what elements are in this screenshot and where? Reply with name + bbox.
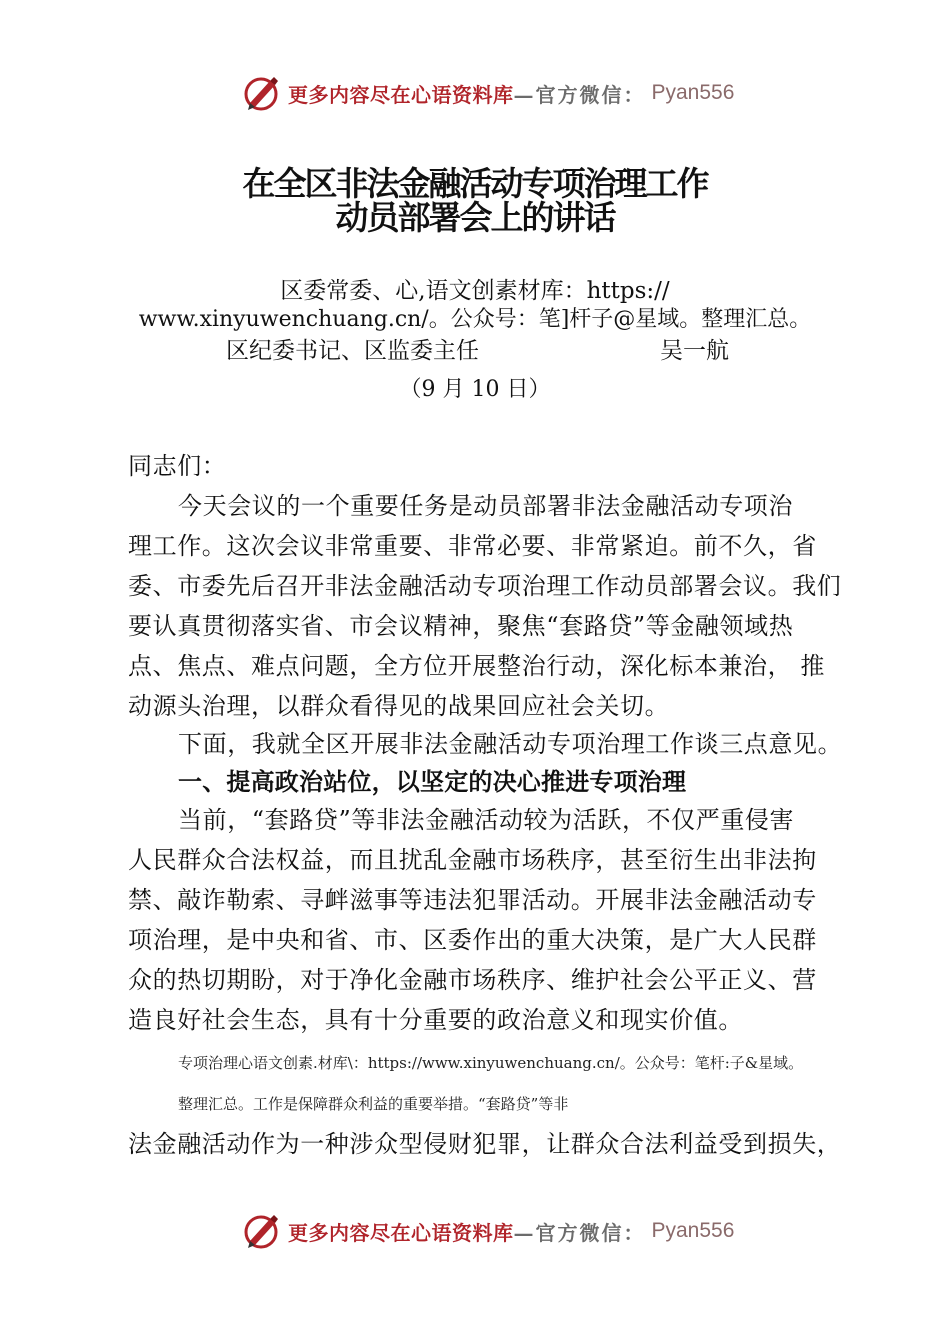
paragraph-3-line: 当前，“套路贷”等非法金融活动较为活跃，不仅严重侵害 — [178, 806, 795, 834]
paragraph-1-line: 动源头治理，以群众看得见的战果回应社会关切。 — [128, 692, 670, 720]
banner-main-text: 更多内容尽在心语资料库 — [288, 82, 514, 107]
author-name: 吴一航 — [660, 338, 729, 364]
banner-dash-text: —官方微信： — [513, 1220, 646, 1245]
banner-dash-text: —官方微信： — [513, 82, 646, 107]
banner-main-text: 更多内容尽在心语资料库 — [288, 1220, 514, 1245]
author-position: 区纪委书记、区监委主任 — [226, 338, 479, 364]
pen-logo-icon — [242, 73, 282, 113]
paragraph-3-line: 禁、敲诈勒索、寻衅滋事等违法犯罪活动。开展非法金融活动专 — [128, 886, 817, 914]
paragraph-4-line: 法金融活动作为一种涉众型侵财犯罪，让群众合法利益受到损失， — [128, 1130, 842, 1158]
paragraph-3-line: 众的热切期盼，对于净化金融市场秩序、维护社会公平正义、营 — [128, 966, 817, 994]
banner-wechat-id: Pyan556 — [651, 1219, 735, 1242]
speech-date: （9 月 10 日） — [399, 377, 551, 402]
paragraph-1-line: 委、市委先后召开非法金融活动专项治理工作动员部署会议。我们 — [128, 572, 842, 600]
banner-wechat-id: Pyan556 — [651, 81, 735, 104]
paragraph-1-line: 理工作。这次会议非常重要、非常必要、非常紧迫。前不久，省 — [128, 532, 817, 560]
author-line-2: www.xinyuwenchuang.cn/。公众号：笔]杆子@星域。整理汇总。 — [138, 307, 812, 332]
pen-logo-icon — [242, 1211, 282, 1251]
paragraph-3-line: 造良好社会生态，具有十分重要的政治意义和现实价值。 — [128, 1006, 743, 1034]
banner-content — [242, 70, 734, 116]
paragraph-3-line: 人民群众合法权益，而且扰乱金融市场秩序，甚至衍生出非法拘 — [128, 846, 817, 874]
small-note-line-1: 专项治理心语文创素.材库\：https://www.xinyuwenchuang.cn/。公众号：笔杆:子&星域。 — [178, 1054, 804, 1072]
paragraph-1-line: 要认真贯彻落实省、市会议精神，聚焦“套路贷”等金融领域热 — [128, 612, 794, 640]
paragraph-1-line: 点、焦点、难点问题，全方位开展整治行动，深化标本兼治， 推 — [128, 652, 826, 680]
title-line-1: 在全区非法金融活动专项治理工作 — [242, 164, 708, 203]
section-heading-1: 一、提高政治站位，以坚定的决心推进专项治理 — [178, 768, 687, 796]
author-line-1: 区委常委、心,语文创素材库：https:// — [280, 278, 670, 304]
greeting: 同志们： — [128, 452, 227, 480]
paragraph-1-line: 今天会议的一个重要任务是动员部署非法金融活动专项治 — [178, 492, 793, 520]
header-banner — [0, 70, 950, 116]
small-note-line-2: 整理汇总。工作是保障群众利益的重要举措。“套路贷”等非 — [178, 1095, 569, 1113]
paragraph-3-line: 项治理，是中央和省、市、区委作出的重大决策，是广大人民群 — [128, 926, 817, 954]
title-line-2: 动员部署会上的讲话 — [335, 198, 615, 237]
paragraph-2: 下面，我就全区开展非法金融活动专项治理工作谈三点意见。 — [178, 730, 843, 758]
banner-content — [242, 1208, 734, 1254]
footer-banner — [0, 1208, 950, 1254]
